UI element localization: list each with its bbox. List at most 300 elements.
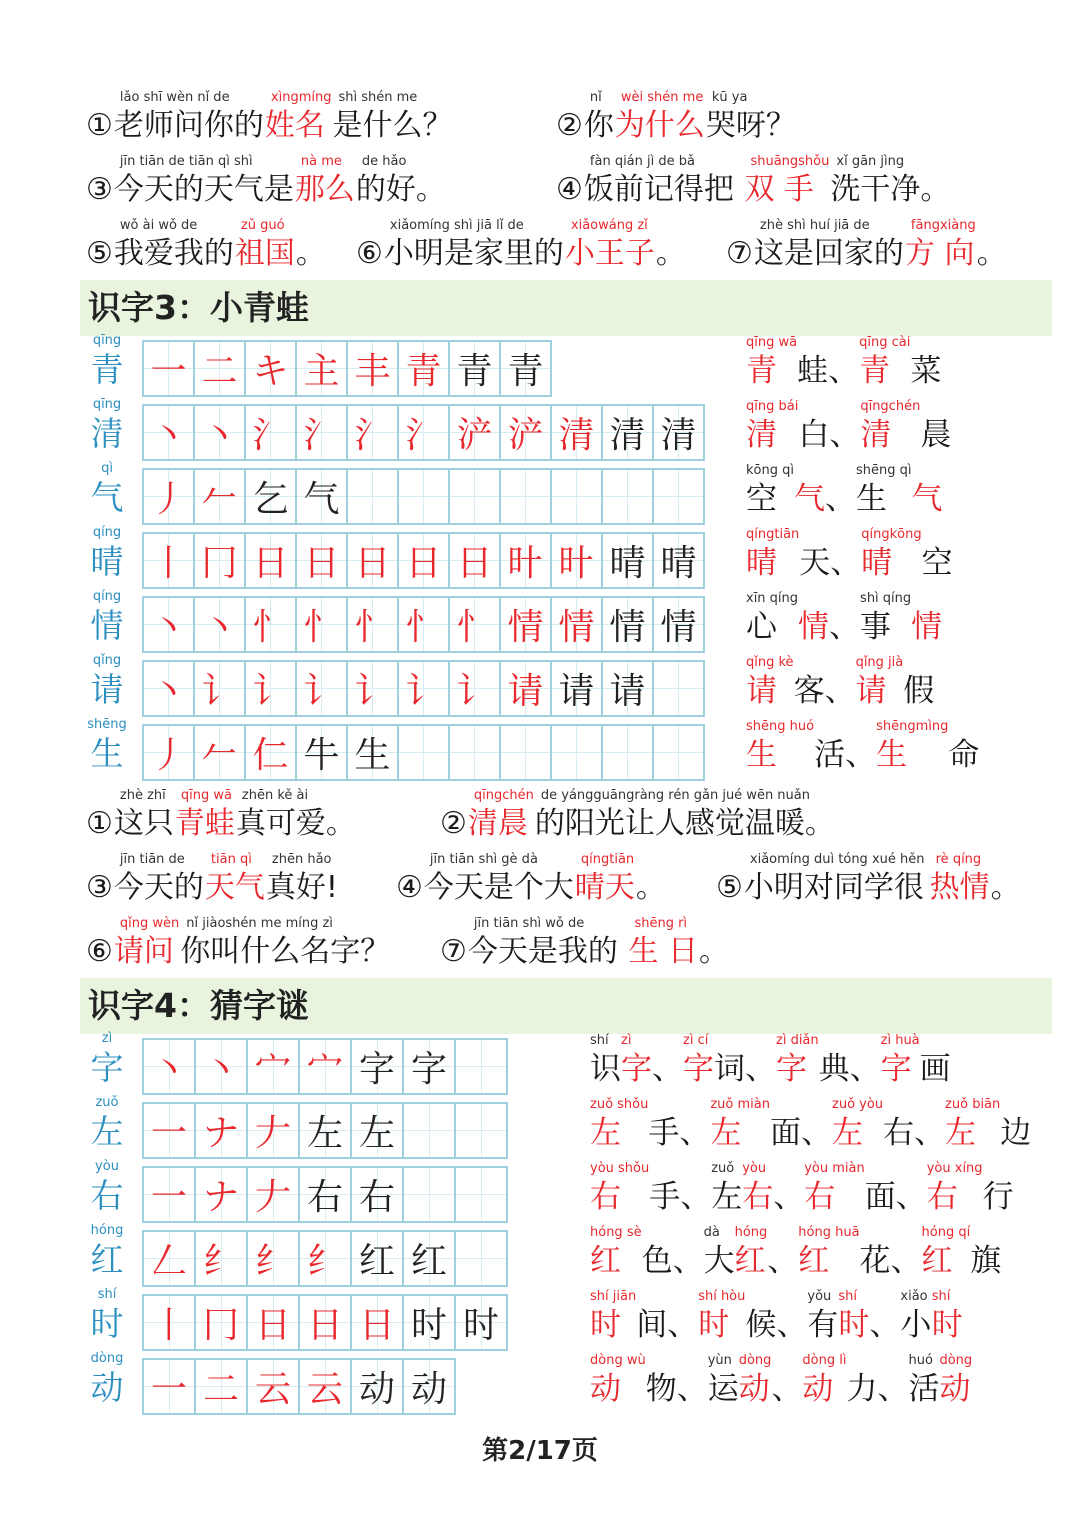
stroke-glyph: 日 bbox=[252, 543, 289, 584]
hanzi: 祖国 bbox=[234, 236, 295, 271]
stroke-glyph: 丰 bbox=[354, 351, 391, 392]
stroke-glyph: 晴 bbox=[660, 543, 697, 584]
hanzi: 小明是家里的 bbox=[383, 236, 564, 271]
word-text bbox=[856, 462, 912, 518]
lead-hanzi: 时 bbox=[90, 1304, 124, 1343]
stroke-cell bbox=[348, 406, 399, 459]
word-text bbox=[920, 1032, 951, 1088]
lead-hanzi: 请 bbox=[90, 670, 124, 709]
hanzi: 字 bbox=[621, 1051, 652, 1087]
highlight-word bbox=[235, 216, 295, 272]
hanzi: 色、 bbox=[641, 1243, 704, 1279]
hanzi: 心 bbox=[746, 609, 777, 645]
hanzi: 生 bbox=[746, 737, 777, 773]
stroke-cell bbox=[450, 726, 501, 779]
highlight-word bbox=[590, 1352, 646, 1408]
lead-pinyin: qì bbox=[101, 461, 113, 476]
stroke-cell bbox=[195, 534, 246, 587]
stroke-cell bbox=[195, 726, 246, 779]
hanzi: 字 bbox=[880, 1051, 912, 1087]
stroke-glyph: 纟 bbox=[202, 1241, 239, 1282]
hanzi: 洗干净。 bbox=[830, 172, 951, 207]
stroke-order-grid bbox=[142, 532, 705, 589]
hanzi: 时 bbox=[838, 1307, 870, 1343]
hanzi: 花、 bbox=[859, 1243, 922, 1279]
lead-hanzi: 字 bbox=[90, 1048, 124, 1087]
stroke-glyph: 𠃋 bbox=[150, 1241, 187, 1282]
sentence-5 bbox=[86, 216, 327, 272]
stroke-cell bbox=[399, 534, 450, 587]
sentence-6 bbox=[356, 216, 687, 272]
stroke-cell bbox=[450, 406, 501, 459]
hanzi: 命 bbox=[948, 737, 980, 773]
pinyin: qīng cài bbox=[859, 335, 911, 350]
hanzi: 空 bbox=[921, 545, 953, 581]
pinyin: shuāngshǒu bbox=[750, 154, 830, 169]
hanzi: 小王子 bbox=[564, 236, 655, 271]
sentence-text bbox=[440, 914, 467, 970]
pinyin: zuǒ bbox=[711, 1161, 739, 1176]
hanzi: 客、 bbox=[793, 673, 856, 709]
pinyin: shí hòu bbox=[698, 1289, 746, 1304]
highlight-word bbox=[590, 1096, 648, 1152]
pinyin: shì qíng bbox=[860, 591, 912, 606]
word-text bbox=[649, 1160, 711, 1216]
hanzi: 的阳光让人感觉温暖。 bbox=[534, 806, 835, 841]
sentence-text bbox=[977, 216, 1007, 272]
stroke-cell bbox=[552, 726, 603, 779]
sentence-2 bbox=[556, 88, 797, 144]
stroke-glyph: 旪 bbox=[558, 543, 595, 584]
stroke-glyph: 情 bbox=[558, 607, 595, 648]
stroke-glyph: 牛 bbox=[303, 735, 340, 776]
word-text bbox=[794, 654, 856, 710]
pinyin bbox=[556, 152, 562, 172]
stroke-cell bbox=[654, 534, 705, 587]
pinyin: zhēn kě ài bbox=[241, 788, 309, 803]
highlight-word bbox=[859, 334, 910, 390]
stroke-glyph: 冂 bbox=[202, 1305, 239, 1346]
word-text bbox=[900, 1288, 931, 1344]
hanzi: 、 bbox=[773, 1179, 805, 1215]
lead-pinyin: shí bbox=[97, 1287, 117, 1302]
stroke-glyph: 丿 bbox=[150, 735, 187, 776]
highlight-word bbox=[911, 590, 942, 646]
hanzi: 物、 bbox=[645, 1371, 708, 1407]
lead-character bbox=[82, 716, 132, 774]
stroke-order-grid bbox=[142, 404, 705, 461]
stroke-glyph: 仁 bbox=[252, 735, 289, 776]
hanzi: 手、 bbox=[648, 1115, 711, 1151]
hanzi: 左 bbox=[945, 1115, 977, 1151]
stroke-glyph: 云 bbox=[306, 1369, 343, 1410]
stroke-cell bbox=[456, 1168, 508, 1221]
highlight-word bbox=[590, 1160, 649, 1216]
stroke-glyph: 讠 bbox=[354, 671, 391, 712]
stroke-glyph: 忄 bbox=[456, 607, 493, 648]
pinyin: shēng qì bbox=[855, 463, 912, 478]
hanzi: 。 bbox=[976, 236, 1007, 271]
stroke-cell bbox=[399, 662, 450, 715]
pinyin: qīngchén bbox=[860, 399, 921, 414]
stroke-glyph: 丶 bbox=[150, 607, 187, 648]
sentence-text bbox=[440, 786, 467, 842]
stroke-glyph: 请 bbox=[507, 671, 544, 712]
hanzi: 清晨 bbox=[467, 806, 528, 841]
stroke-glyph: 丶 bbox=[202, 1049, 239, 1090]
hanzi: 请 bbox=[746, 673, 777, 709]
stroke-glyph: 𠂇 bbox=[254, 1113, 291, 1154]
lead-pinyin: qíng bbox=[92, 525, 122, 540]
sentence-text bbox=[396, 850, 423, 906]
pinyin: zhè zhī bbox=[119, 788, 170, 803]
sentence-text bbox=[991, 850, 1021, 906]
hanzi: ⑤ bbox=[716, 870, 743, 905]
word-text bbox=[825, 462, 856, 518]
pinyin: dòng bbox=[939, 1353, 973, 1368]
word-text bbox=[807, 1288, 838, 1344]
stroke-cell bbox=[300, 1040, 352, 1093]
hanzi: ① bbox=[86, 806, 113, 841]
stroke-cell bbox=[144, 1360, 196, 1413]
stroke-glyph: 日 bbox=[358, 1305, 395, 1346]
sentence-text bbox=[114, 152, 294, 208]
hanzi: 饭前记得把 bbox=[583, 172, 744, 207]
stroke-cell bbox=[654, 726, 705, 779]
hanzi: ⑦ bbox=[726, 236, 753, 271]
stroke-glyph: 二 bbox=[202, 1369, 239, 1410]
highlight-word bbox=[776, 1032, 819, 1088]
lead-character bbox=[82, 1350, 132, 1408]
stroke-cell bbox=[144, 726, 195, 779]
word-text bbox=[910, 334, 941, 390]
hanzi: 你叫什么名字？ bbox=[180, 934, 391, 969]
word-text bbox=[922, 526, 953, 582]
stroke-glyph: 氵 bbox=[303, 415, 340, 456]
stroke-glyph: 左 bbox=[358, 1113, 395, 1154]
lead-hanzi: 青 bbox=[90, 350, 124, 389]
stroke-cell bbox=[352, 1296, 404, 1349]
pinyin: yòu bbox=[742, 1161, 767, 1176]
example-words bbox=[746, 526, 953, 582]
stroke-cell bbox=[246, 534, 297, 587]
sentence-text bbox=[296, 216, 326, 272]
highlight-word bbox=[735, 1224, 768, 1280]
highlight-word bbox=[590, 1224, 642, 1280]
stroke-glyph: 忄 bbox=[252, 607, 289, 648]
word-text bbox=[970, 1224, 1001, 1280]
pinyin bbox=[86, 850, 92, 870]
word-text bbox=[903, 654, 934, 710]
stroke-cell bbox=[248, 1104, 300, 1157]
stroke-cell bbox=[654, 662, 705, 715]
hanzi: 画 bbox=[919, 1051, 951, 1087]
stroke-order-grid bbox=[142, 724, 705, 781]
stroke-glyph: 丶 bbox=[201, 415, 238, 456]
stroke-glyph: 青 bbox=[405, 351, 442, 392]
pinyin: hóng sè bbox=[590, 1225, 642, 1240]
sentence-text bbox=[180, 914, 390, 970]
lead-pinyin: zì bbox=[101, 1031, 113, 1046]
stroke-cell bbox=[300, 1296, 352, 1349]
hanzi: 你 bbox=[583, 108, 614, 143]
stroke-cell bbox=[501, 662, 552, 715]
stroke-cell bbox=[552, 406, 603, 459]
highlight-word bbox=[739, 1352, 772, 1408]
stroke-cell bbox=[399, 342, 450, 395]
page-number: 第2/17页 bbox=[482, 1436, 598, 1466]
sentence-1 bbox=[86, 88, 453, 144]
hanzi: 右、 bbox=[883, 1115, 946, 1151]
sentence-text bbox=[535, 786, 835, 842]
hanzi: ⑦ bbox=[440, 934, 467, 969]
hanzi: 事 bbox=[860, 609, 892, 645]
hanzi: 运 bbox=[707, 1371, 739, 1407]
stroke-cell bbox=[352, 1040, 404, 1093]
pinyin bbox=[86, 88, 92, 108]
stroke-cell bbox=[348, 470, 399, 523]
pinyin: jīn tiān de bbox=[119, 852, 189, 867]
stroke-cell bbox=[552, 534, 603, 587]
word-text bbox=[883, 1096, 945, 1152]
pinyin bbox=[656, 216, 662, 236]
stroke-glyph: 清 bbox=[660, 415, 697, 456]
highlight-word bbox=[876, 718, 948, 774]
hanzi: 、 bbox=[767, 1243, 799, 1279]
hanzi: 识 bbox=[590, 1051, 621, 1087]
stroke-glyph: 忄 bbox=[354, 607, 391, 648]
pinyin: wǒ ài wǒ de bbox=[119, 218, 202, 233]
hanzi: ⑤ bbox=[86, 236, 113, 271]
stroke-glyph: 日 bbox=[303, 543, 340, 584]
pinyin: xìngmíng bbox=[270, 90, 332, 105]
hanzi: 手、 bbox=[649, 1179, 712, 1215]
example-words bbox=[590, 1352, 972, 1408]
example-words bbox=[746, 334, 941, 390]
pinyin: lǎo shī wèn nǐ de bbox=[119, 90, 234, 105]
hanzi: 这只 bbox=[113, 806, 174, 841]
stroke-cell bbox=[501, 534, 552, 587]
word-text bbox=[746, 590, 798, 646]
hanzi: 气 bbox=[911, 481, 943, 517]
s3-sentence-2 bbox=[440, 786, 836, 842]
lead-character bbox=[82, 332, 132, 390]
stroke-glyph: 𠂉 bbox=[201, 479, 238, 520]
lead-pinyin: shēng bbox=[87, 717, 127, 732]
example-words bbox=[590, 1288, 963, 1344]
stroke-glyph: 一 bbox=[150, 1369, 187, 1410]
pinyin: zuǒ shǒu bbox=[590, 1097, 649, 1112]
stroke-glyph: 丶 bbox=[150, 671, 187, 712]
hanzi: 蛙、 bbox=[797, 353, 860, 389]
stroke-glyph: 浐 bbox=[507, 415, 544, 456]
pinyin: shí bbox=[931, 1289, 951, 1304]
stroke-glyph: 请 bbox=[609, 671, 646, 712]
highlight-word bbox=[565, 216, 655, 272]
hanzi: 时 bbox=[931, 1307, 963, 1343]
stroke-cell bbox=[399, 470, 450, 523]
stroke-cell bbox=[144, 406, 195, 459]
stroke-cell bbox=[501, 342, 552, 395]
highlight-word bbox=[930, 850, 990, 906]
hanzi: 哭呀？ bbox=[705, 108, 796, 143]
word-text bbox=[829, 590, 860, 646]
highlight-word bbox=[295, 152, 355, 208]
section-title-4: 识字4：猜字谜 bbox=[80, 978, 1052, 1034]
hanzi: 生 bbox=[876, 737, 908, 773]
stroke-cell bbox=[654, 598, 705, 651]
hanzi: 字 bbox=[776, 1051, 807, 1087]
stroke-cell bbox=[456, 1040, 508, 1093]
sentence-text bbox=[356, 216, 383, 272]
sentence-text bbox=[744, 850, 929, 906]
pinyin: fāngxiàng bbox=[910, 218, 976, 233]
stroke-glyph: 𠂉 bbox=[201, 735, 238, 776]
stroke-cell bbox=[348, 342, 399, 395]
highlight-word bbox=[802, 1352, 846, 1408]
hanzi: 生 bbox=[855, 481, 887, 517]
stroke-cell bbox=[450, 662, 501, 715]
stroke-glyph: 动 bbox=[358, 1369, 395, 1410]
lead-hanzi: 气 bbox=[90, 478, 124, 517]
hanzi: 右 bbox=[804, 1179, 836, 1215]
stroke-glyph: 日 bbox=[405, 543, 442, 584]
highlight-word bbox=[838, 1288, 869, 1344]
s3-sentence-6 bbox=[86, 914, 391, 970]
highlight-word bbox=[742, 1160, 773, 1216]
sentence-text bbox=[86, 786, 113, 842]
stroke-cell bbox=[348, 662, 399, 715]
stroke-cell bbox=[603, 406, 654, 459]
hanzi: 这是回家的 bbox=[753, 236, 904, 271]
stroke-glyph: 讠 bbox=[405, 671, 442, 712]
sentence-text bbox=[236, 786, 356, 842]
stroke-cell bbox=[603, 470, 654, 523]
stroke-cell bbox=[246, 598, 297, 651]
stroke-glyph: 红 bbox=[358, 1241, 395, 1282]
pinyin bbox=[296, 216, 302, 236]
word-text bbox=[865, 1160, 927, 1216]
stroke-cell bbox=[501, 406, 552, 459]
sentence-text bbox=[726, 216, 753, 272]
pinyin: xiǎomíng shì jiā lǐ de bbox=[389, 218, 528, 233]
stroke-cell bbox=[450, 470, 501, 523]
word-text bbox=[771, 1352, 802, 1408]
stroke-glyph: キ bbox=[252, 351, 289, 392]
lead-hanzi: 红 bbox=[90, 1240, 124, 1279]
stroke-order-grid bbox=[142, 1166, 508, 1223]
hanzi: ④ bbox=[556, 172, 583, 207]
stroke-glyph: ナ bbox=[202, 1113, 239, 1154]
stroke-glyph: 𠂇 bbox=[254, 1177, 291, 1218]
stroke-glyph: 宀 bbox=[306, 1049, 343, 1090]
pinyin: qīngchén bbox=[473, 788, 534, 803]
stroke-cell bbox=[352, 1360, 404, 1413]
hanzi: ② bbox=[556, 108, 583, 143]
pinyin: zǔ guó bbox=[240, 218, 285, 233]
stroke-order-grid bbox=[142, 468, 705, 525]
word-text bbox=[819, 1032, 881, 1088]
pinyin: jīn tiān shì wǒ de bbox=[473, 916, 589, 931]
stroke-cell bbox=[248, 1360, 300, 1413]
s3-sentence-5 bbox=[716, 850, 1022, 906]
word-text bbox=[745, 1288, 807, 1344]
hanzi: 晨 bbox=[920, 417, 952, 453]
stroke-cell bbox=[297, 534, 348, 587]
hanzi: 、 bbox=[771, 1371, 803, 1407]
pinyin bbox=[726, 216, 732, 236]
sentence-text bbox=[754, 216, 904, 272]
stroke-cell bbox=[144, 1104, 196, 1157]
pinyin: shēng rì bbox=[634, 916, 688, 931]
pinyin bbox=[440, 786, 446, 806]
stroke-cell bbox=[297, 598, 348, 651]
hanzi: 大 bbox=[703, 1243, 735, 1279]
pinyin: yùn bbox=[707, 1353, 737, 1368]
stroke-cell bbox=[195, 470, 246, 523]
pinyin: xiǎo bbox=[900, 1289, 932, 1304]
pinyin: hóng bbox=[734, 1225, 768, 1240]
pinyin: qīng wā bbox=[746, 335, 798, 350]
highlight-word bbox=[175, 786, 235, 842]
stroke-cell bbox=[399, 726, 450, 779]
pinyin: zì cí bbox=[683, 1033, 709, 1048]
hanzi: 右 bbox=[926, 1179, 958, 1215]
pinyin: rè qíng bbox=[935, 852, 982, 867]
sentence-text bbox=[716, 850, 743, 906]
word-text bbox=[846, 1352, 908, 1408]
hanzi: 白、 bbox=[798, 417, 861, 453]
highlight-word bbox=[860, 398, 920, 454]
sentence-text bbox=[356, 152, 446, 208]
hanzi: ① bbox=[86, 108, 113, 143]
hanzi: 面、 bbox=[770, 1115, 832, 1151]
stroke-order-grid bbox=[142, 1294, 508, 1351]
hanzi: 老师问你的 bbox=[113, 108, 264, 143]
stroke-glyph: 二 bbox=[201, 351, 238, 392]
pinyin: shí bbox=[838, 1289, 858, 1304]
pinyin: jīn tiān de tiān qì shì bbox=[119, 154, 257, 169]
word-text bbox=[860, 1224, 922, 1280]
hanzi: ③ bbox=[86, 172, 113, 207]
pinyin: dòng bbox=[738, 1353, 772, 1368]
hanzi: ② bbox=[440, 806, 467, 841]
stroke-cell bbox=[196, 1168, 248, 1221]
hanzi: 。 bbox=[699, 934, 729, 969]
hanzi: 生 日 bbox=[628, 934, 698, 969]
pinyin: qīng bái bbox=[746, 399, 799, 414]
hanzi: 晴天 bbox=[574, 870, 635, 905]
highlight-word bbox=[710, 1096, 770, 1152]
hanzi: 方 向 bbox=[904, 236, 975, 271]
sentence-4 bbox=[556, 152, 951, 208]
word-text bbox=[860, 590, 911, 646]
stroke-glyph: ナ bbox=[202, 1177, 239, 1218]
pinyin: kū ya bbox=[711, 90, 748, 105]
stroke-cell bbox=[404, 1104, 456, 1157]
highlight-word bbox=[683, 1032, 714, 1088]
stroke-order-grid bbox=[142, 660, 705, 717]
stroke-cell bbox=[297, 342, 348, 395]
stroke-glyph: 丶 bbox=[150, 415, 187, 456]
hanzi: 清 bbox=[746, 417, 777, 453]
stroke-glyph: 丨 bbox=[150, 1305, 187, 1346]
word-text bbox=[652, 1032, 683, 1088]
sentence-text bbox=[114, 850, 204, 906]
stroke-cell bbox=[501, 598, 552, 651]
lead-character bbox=[82, 1286, 132, 1344]
sentence-text bbox=[332, 88, 452, 144]
